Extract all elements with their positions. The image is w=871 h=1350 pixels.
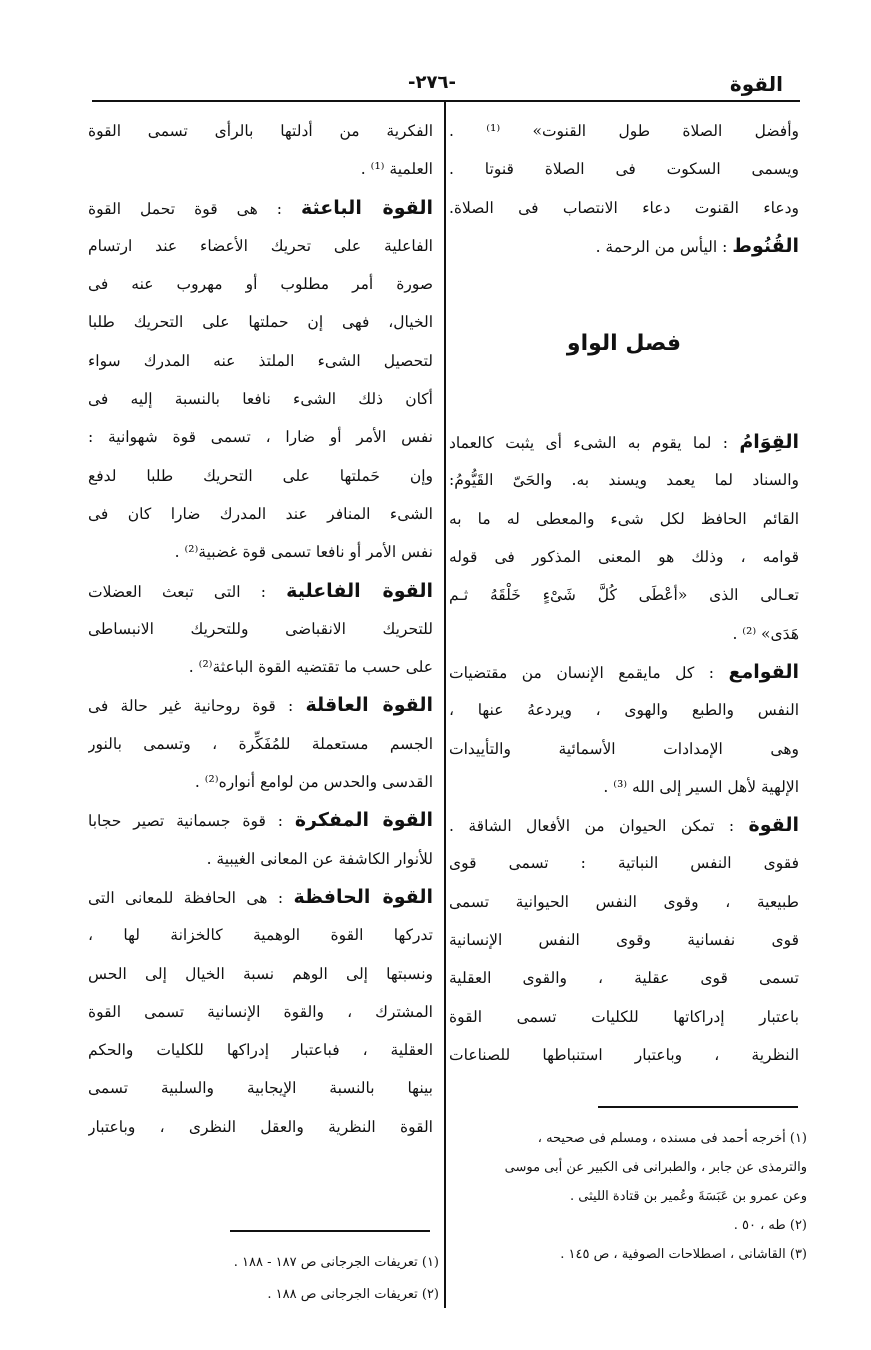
text-line: والسناد لما يعمد ويسند به. والحَىّ القَيُّومُ: — [449, 471, 799, 490]
entry-text: : قوة روحانية غير حالة فى — [88, 697, 294, 716]
footnote: (٢) تعريفات الجرجانى ص ١٨٨ . — [267, 1287, 439, 1302]
entry-hafitha — [88, 878, 433, 916]
text-line: وإن حَملتها على التحريك طلبا لدفع — [88, 466, 433, 485]
text-line: المشترك ، والقوة الإنسانية تسمى القوة — [88, 1002, 433, 1021]
entry-text: : لما يقوم به الشىء أى يثبت كالعماد — [449, 434, 728, 453]
text-line: الإلهية لأهل السير إلى الله ⁽³⁾ . — [603, 777, 799, 796]
footnote: وعن عمرو بن عَبَسَةَ وعُمير بن قتادة الليثى . — [569, 1189, 807, 1204]
entry-faila — [88, 572, 433, 610]
text-line: وهى الإمدادات الأسمائية والتأييدات — [449, 739, 799, 758]
text-line: نفس الأمر أو نافعا تسمى قوة غضبية⁽²⁾ . — [174, 543, 433, 562]
entry-term: القوة الحافظة — [293, 885, 433, 908]
text-line: القوة النظرية والعقل النظرى ، وباعتبار — [88, 1117, 433, 1136]
footnote: (١) تعريفات الجرجانى ص ١٨٧ - ١٨٨ . — [233, 1255, 439, 1270]
text-line: تعـالى الذى «أعْطَى كُلَّ شَىْءٍ خَلْقَهُ ثـم — [449, 586, 799, 605]
entry-text: : التى تبعث العضلات — [88, 582, 266, 601]
text-line: للتحريك الانقباضى وللتحريك الانبساطى — [88, 619, 433, 638]
text-line: وأفضل الصلاة طول القنوت» ⁽¹⁾ . — [449, 122, 799, 140]
text-line: الفكرية من أدلتها بالرأى تسمى القوة — [88, 122, 433, 140]
footnote: والترمذى عن جابر ، والطبرانى فى الكبير عن أبى موسى — [504, 1160, 807, 1175]
column-divider — [444, 100, 446, 1308]
text-line: ونسبتها إلى الوهم نسبة الخيال إلى الحس — [88, 964, 433, 983]
entry-qunut — [449, 227, 799, 265]
text-line: تدركها القوة الوهمية كالخزانة لها ، — [88, 926, 433, 945]
text-line: لتحصيل الشىء الملتذ عنه المدرك سواء — [88, 351, 433, 370]
footnote: (٢) طه ، ٥٠ . — [733, 1218, 807, 1233]
page-number: -٢٧٦- — [408, 72, 456, 93]
entry-aqila — [88, 686, 433, 724]
entry-term: القوة الفاعلية — [286, 579, 433, 602]
text-line: تسمى قوى عقلية ، والقوى العقلية — [449, 969, 799, 988]
header-rule — [92, 100, 800, 102]
entry-text: : هى الحافظة للمعانى التى — [88, 888, 284, 907]
entry-baitha — [88, 189, 433, 227]
text-line: صورة أمر مطلوب أو مهروب عنه فى — [88, 275, 433, 294]
text-line: نفس الأمر أو ضارا ، تسمى قوة شهوانية : — [88, 428, 433, 447]
text-line: قوى نفسانية وقوى النفس الإنسانية — [449, 931, 799, 950]
footnote-rule — [230, 1230, 430, 1232]
text-line: العلمية ⁽¹⁾ . — [360, 160, 433, 179]
footnote-rule — [598, 1106, 798, 1108]
right-column — [449, 112, 799, 1074]
text-line: النفس والطبع والهوى ، ويردعهُ عنها ، — [449, 701, 799, 720]
left-column — [88, 112, 433, 1146]
entry-qawami — [449, 653, 799, 691]
footnote: (٣) القاشانى ، اصطلاحات الصوفية ، ص ١٤٥ . — [560, 1247, 807, 1262]
entry-term: القوامع — [728, 660, 799, 683]
entry-term: القوة الباعثة — [301, 196, 433, 219]
entry-text: : كل مايقمع الإنسان من مقتضيات — [449, 663, 714, 682]
text-line: القدسى والحدس من لوامع أنواره⁽²⁾ . — [194, 773, 433, 792]
entry-mufakkira — [88, 801, 433, 839]
text-line: طبيعية ، وقوى النفس الحيوانية تسمى — [449, 892, 799, 911]
entry-text: : قوة جسمانية تصير حجابا — [88, 812, 283, 831]
text-line: أكان ذلك الشىء نافعا بالنسبة إليه فى — [88, 390, 433, 409]
text-line: قوامه ، وذلك هو المعنى المذكور فى قوله — [449, 548, 799, 567]
text-line: فقوى النفس النباتية : تسمى قوى — [449, 854, 799, 873]
text-line: النظرية ، وباعتبار استنباطها للصناعات — [449, 1045, 799, 1064]
entry-term: القوة — [748, 814, 799, 837]
text-line: ويسمى السكوت فى الصلاة قنوتا . — [449, 160, 799, 179]
entry-qiwam — [449, 423, 799, 461]
entry-quwwa — [449, 806, 799, 844]
entry-text: : تمكن الحيوان من الأفعال الشاقة . — [449, 817, 735, 836]
section-title: فصل الواو — [566, 331, 682, 357]
text-line: بينها بالنسبة الإيجابية والسلبية تسمى — [88, 1079, 433, 1098]
text-line: ودعاء القنوت دعاء الانتصاب فى الصلاة. — [449, 198, 799, 217]
text-line: العقلية ، فباعتبار إدراكها للكليات والحكم — [88, 1041, 433, 1060]
text-line: القائم الحافظ لكل شىء والمعطى له ما به — [449, 509, 799, 528]
text-line: الفاعلية على تحريك الأعضاء عند ارتسام — [88, 236, 433, 255]
entry-term: القُنُوط — [732, 234, 799, 257]
entry-term: القوة العاقلة — [305, 694, 433, 717]
entry-text: : هى قوة تحمل القوة — [88, 199, 282, 218]
text-line: الخيال، فهى إن حملتها على التحريك طلبا — [88, 313, 433, 332]
text-line: للأنوار الكاشفة عن المعانى الغيبية . — [206, 849, 433, 868]
text-line: هَدَى» ⁽²⁾ . — [732, 624, 799, 643]
text-line: الشىء المنافر عند المدرك ضارا كان فى — [88, 504, 433, 523]
text-line: باعتبار إدراكاتها للكليات تسمى القوة — [449, 1007, 799, 1026]
footnote: (١) أخرجه أحمد فى مسنده ، ومسلم فى صحيحه ، — [537, 1131, 807, 1146]
text-line: الجسم مستعملة للمُفَكِّرة ، وتسمى بالنور — [88, 734, 433, 753]
entry-term: القِوَامُ — [739, 431, 799, 454]
entry-text: : اليأس من الرحمة . — [595, 237, 728, 256]
entry-term: القوة المفكرة — [294, 809, 433, 832]
text-line: على حسب ما تقتضيه القوة الباعثة⁽²⁾ . — [188, 658, 433, 677]
running-header-word: القوة — [729, 72, 783, 96]
